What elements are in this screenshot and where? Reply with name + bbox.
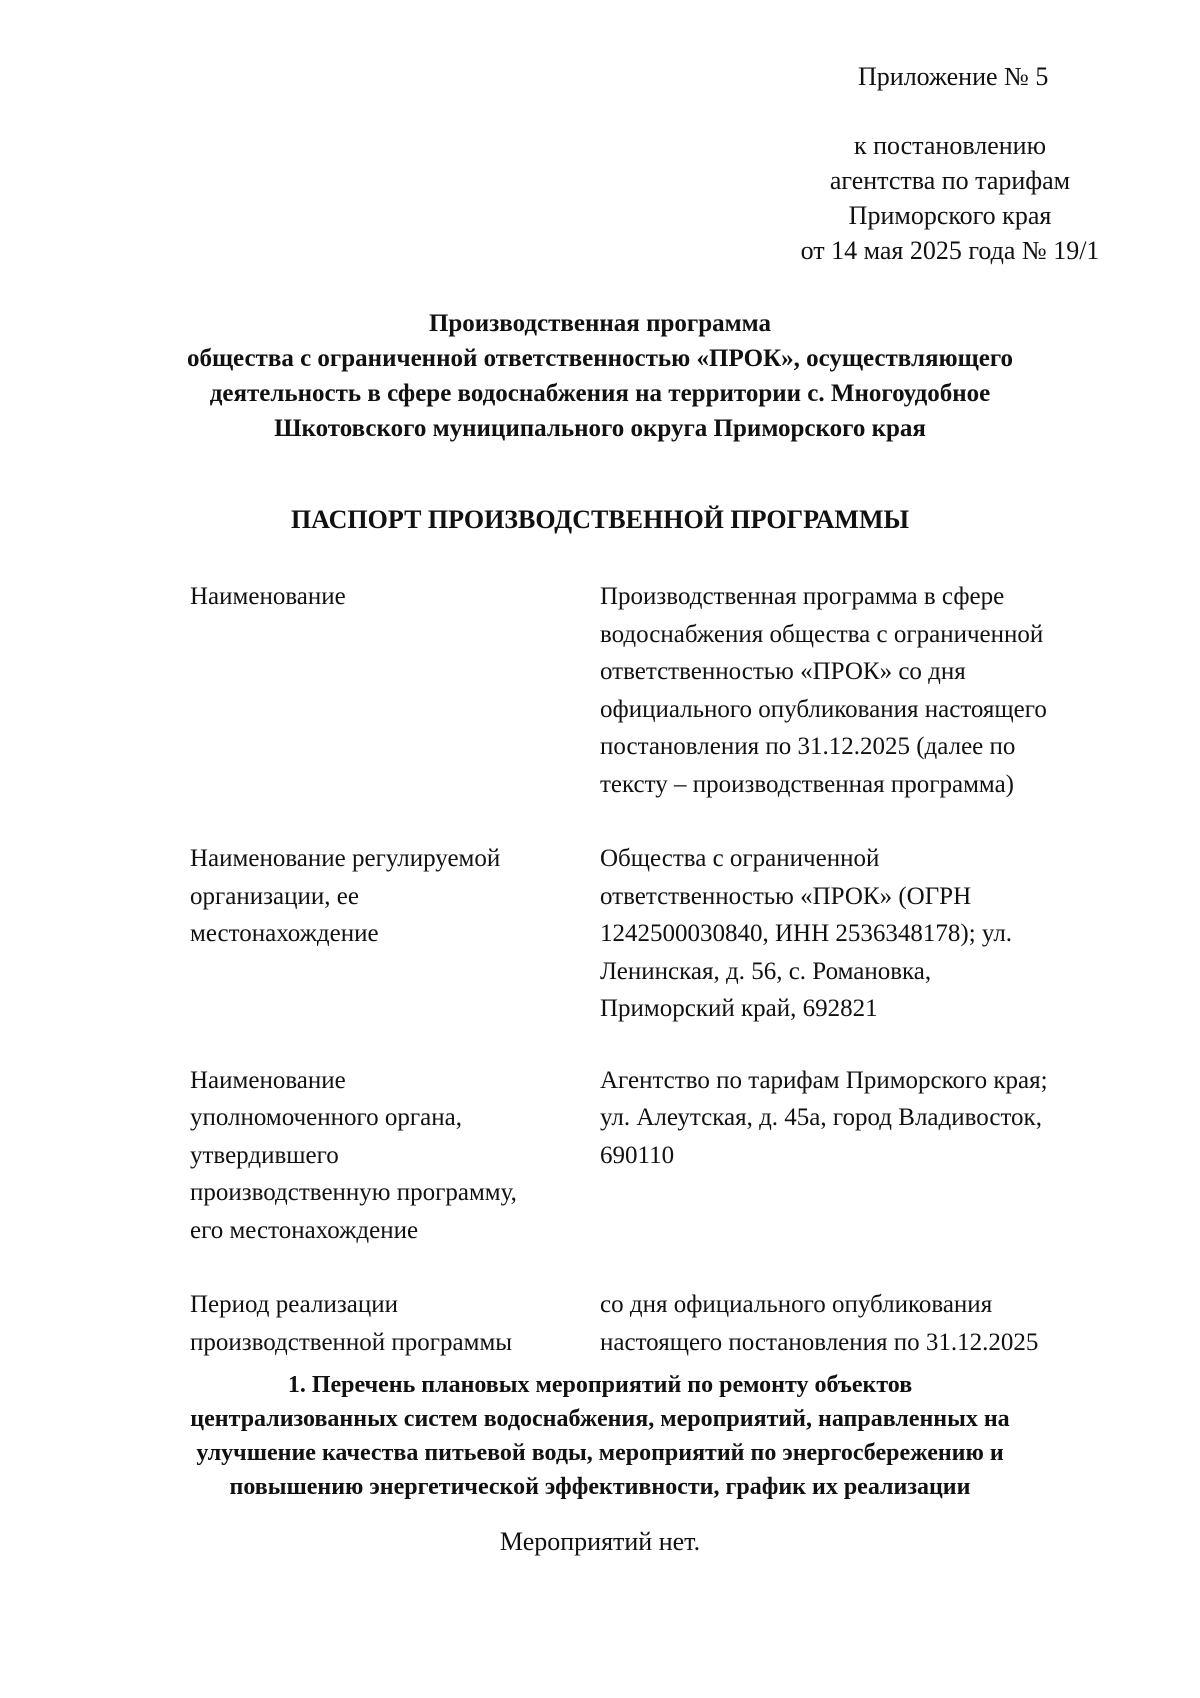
title-line: Шкотовского муниципального округа Приморского края [274, 415, 926, 442]
passport-row-organization [190, 840, 1130, 1028]
resolution-line: от 14 мая 2025 года № 19/1 [800, 236, 1100, 265]
value-line: ответственностью «ПРОК» со дня [600, 658, 966, 685]
value-line: настоящего постановления по 31.12.2025 [600, 1328, 1039, 1356]
value-line: ул. Алеутская, д. 45а, город Владивосток, [600, 1104, 1042, 1131]
section-1-body: Мероприятий нет. [499, 1527, 701, 1556]
resolution-line: к постановлению [853, 131, 1047, 160]
resolution-reference [770, 128, 1130, 268]
label-line: его местонахождение [190, 1216, 419, 1244]
passport-value [600, 1062, 1120, 1175]
value-line: Приморский край, 692821 [600, 995, 878, 1022]
value-line: Агентство по тарифам Приморского края; [600, 1066, 1048, 1094]
passport-row-name [190, 578, 1130, 803]
passport-value [600, 840, 1120, 1028]
passport-label [190, 1286, 600, 1361]
title-line: деятельность в сфере водоснабжения на территории с. Многоудобное [209, 380, 991, 407]
value-line: со дня официального опубликования [600, 1291, 993, 1318]
passport-table [190, 578, 1130, 1361]
label-line: Период реализации [190, 1291, 398, 1318]
section-title-line: повышению энергетической эффективности, график их реализации [229, 1474, 971, 1500]
passport-row-period [190, 1286, 1130, 1361]
value-line: ответственностью «ПРОК» (ОГРН [600, 882, 972, 910]
label-line: местонахождение [190, 920, 379, 947]
resolution-line: агентства по тарифам [829, 166, 1071, 195]
section-title-line: централизованных систем водоснабжения, мероприятий, направленных на [190, 1406, 1010, 1432]
passport-label [190, 578, 600, 616]
passport-label [190, 840, 600, 953]
label-line: Наименование регулируемой [190, 845, 501, 872]
value-line: Общества с ограниченной [600, 845, 880, 872]
value-line: Ленинская, д. 56, с. Романовка, [600, 957, 932, 985]
value-line: водоснабжения общества с ограниченной [600, 620, 1044, 648]
label-line: Наименование [190, 1066, 346, 1094]
label-line: утвердившего [190, 1141, 339, 1169]
value-line: постановления по 31.12.2025 (далее по [600, 733, 1016, 760]
resolution-line: Приморского края [848, 201, 1052, 230]
passport-row-authority [190, 1062, 1130, 1250]
section-title-line: улучшение качества питьевой воды, мероприятий по энергосбережению и [196, 1440, 1004, 1466]
section-title-line: 1. Перечень плановых мероприятий по ремонту объектов [287, 1372, 913, 1398]
section-1-title [100, 1368, 1100, 1504]
label-line: уполномоченного органа, [190, 1104, 462, 1131]
passport-value [600, 578, 1120, 803]
passport-label [190, 1062, 600, 1250]
passport-heading: ПАСПОРТ ПРОИЗВОДСТВЕННОЙ ПРОГРАММЫ [290, 505, 910, 534]
label-line: Наименование [190, 583, 346, 610]
label-line: организации, ее [190, 882, 359, 910]
value-line: 1242500030840, ИНН 2536348178); ул. [600, 920, 1013, 947]
value-line: официального опубликования настоящего [600, 695, 1047, 723]
value-line: тексту – производственная программа) [600, 770, 1015, 798]
value-line: Производственная программа в сфере [600, 583, 1005, 610]
passport-value [600, 1286, 1120, 1361]
title-line: Производственная программа [428, 310, 772, 337]
label-line: производственной программы [190, 1328, 513, 1356]
program-title [120, 306, 1080, 446]
title-line: общества с ограниченной ответственностью «ПРОК», осуществляющего [186, 345, 1014, 372]
label-line: производственную программу, [190, 1179, 517, 1206]
appendix-number: Приложение № 5 [858, 62, 1049, 91]
value-line: 690110 [600, 1141, 675, 1169]
